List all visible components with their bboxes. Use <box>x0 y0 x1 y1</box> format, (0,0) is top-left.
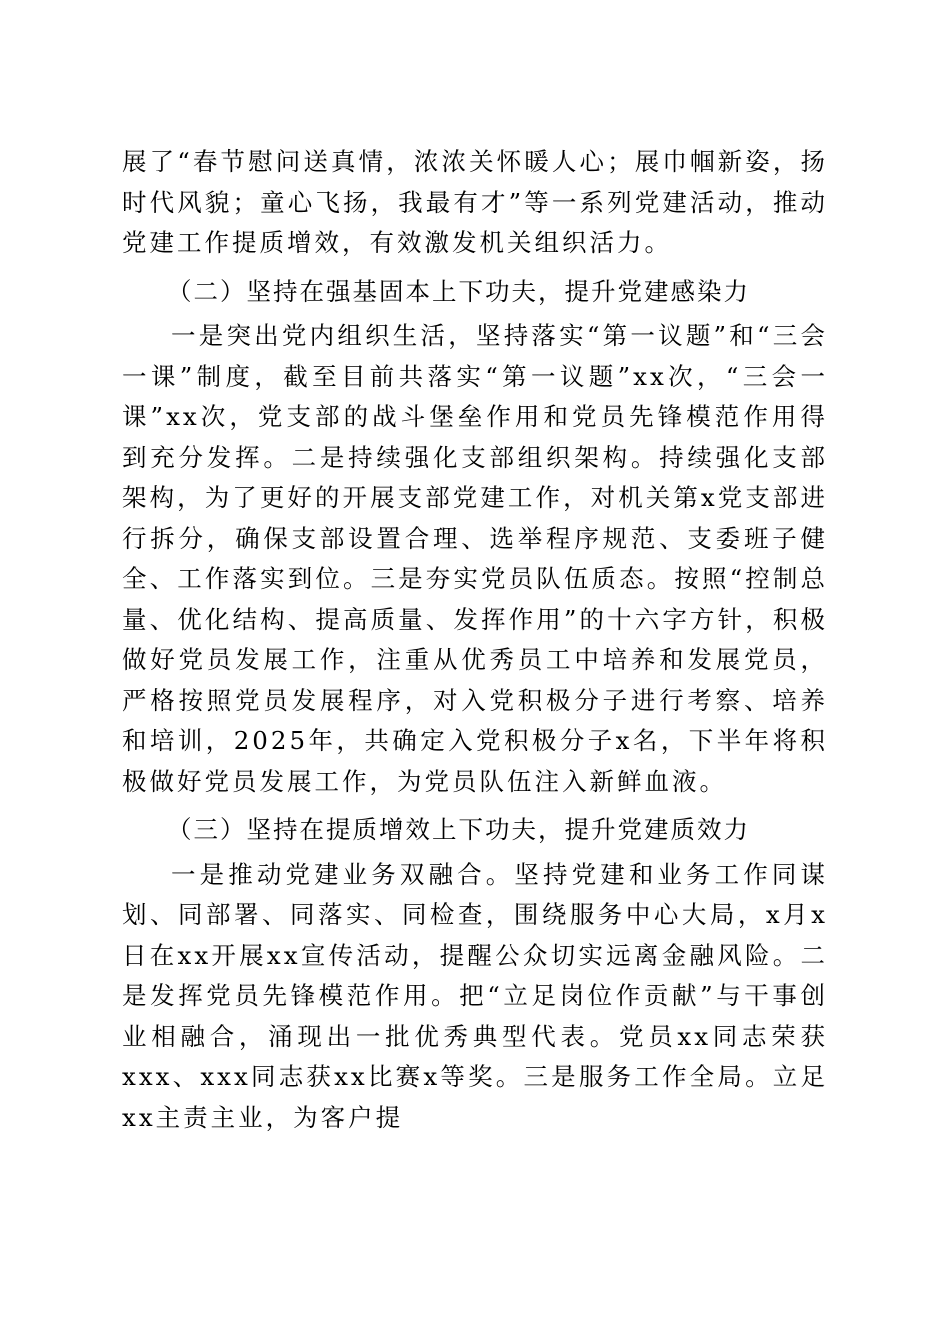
paragraph-intro: 展了“春节慰问送真情，浓浓关怀暖人心；展巾帼新姿，扬时代风貌；童心飞扬，我最有才”等一系列党建活动，推动党建工作提质增效，有效激发机关组织活力。 <box>122 147 828 257</box>
paragraph-section-3: 一是推动党建业务双融合。坚持党建和业务工作同谋划、同部署、同落实、同检查，围绕服务中心大局，x月x日在xx开展xx宣传活动，提醒公众切实远离金融风险。二是发挥党员先锋模范作用。把“立足岗位作贡献”与干事创业相融合，涌现出一批优秀典型代表。党员xx同志荣获xxx、xxx同志获xx比赛x等奖。三是服务工作全局。立足xx主责主业，为客户提 <box>122 859 828 1132</box>
section-heading-3: （三）坚持在提质增效上下功夫，提升党建质效力 <box>167 815 750 844</box>
paragraph-section-2: 一是突出党内组织生活，坚持落实“第一议题”和“三会一课”制度，截至目前共落实“第一议题”xx次，“三会一课”xx次，党支部的战斗堡垒作用和党员先锋模范作用得到充分发挥。二是持续强化支部组织架构。持续强化支部架构，为了更好的开展支部党建工作，对机关第x党支部进行拆分，确保支部设置合理、选举程序规范、支委班子健全、工作落实到位。三是夯实党员队伍质态。按照“控制总量、优化结构、提高质量、发挥作用”的十六字方针，积极做好党员发展工作，注重从优秀员工中培养和发展党员，严格按照党员发展程序，对入党积极分子进行考察、培养和培训，2025年，共确定入党积极分子x名，下半年将积极做好党员发展工作，为党员队伍注入新鲜血液。 <box>122 321 828 796</box>
document-body <box>122 142 828 1138</box>
section-heading-2: （二）坚持在强基固本上下功夫，提升党建感染力 <box>167 276 750 306</box>
